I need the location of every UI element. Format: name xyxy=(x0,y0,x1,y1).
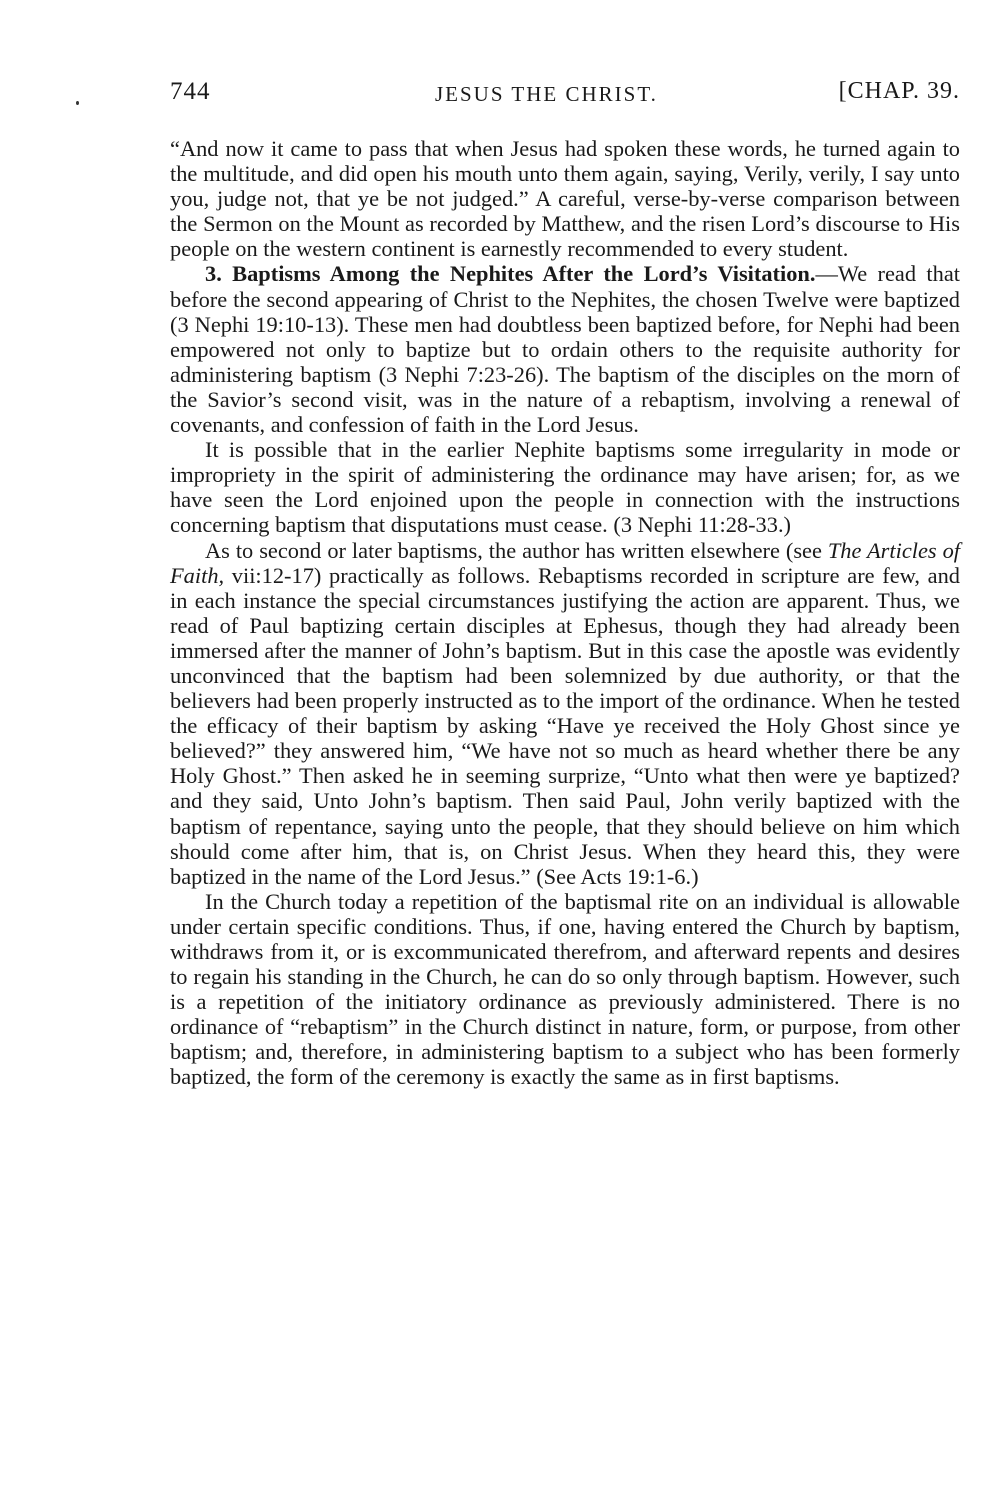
paragraph-4-text: vii:12-17) practically as follows. Rebaptisms recorded in scripture are few, and in each instance the special circumstances justifying the action are apparent. Thus, we read of Paul baptizing certain disciples at Ephesus, though they had already been immersed after the manner of John’s baptism. But in this case the apostle was evidently unconvinced that the baptism had been solemnized by due authority, or that the believers had been properly instructed as to the import of the ordinance. When he tested the efficacy of their baptism by asking “Have ye received the Holy Ghost since ye believed?” they answered him, “We have not so much as heard whether there be any Holy Ghost.” Then asked he in seeming surprize, “Unto what then were ye baptized? and they said, Unto John’s baptism. Then said Paul, John verily baptized with the baptism of repentance, saying unto the people, that they should believe on him which should come after him, that is, on Christ Jesus. When they heard this, they were baptized in the name of the Lord Jesus.” (See Acts 19:1-6.) xyxy=(170,562,960,889)
page-header xyxy=(170,74,960,114)
paragraph-1: “And now it came to pass that when Jesus had spoken these words, he turned again to the multitude, and did open his mouth unto them again, saying, Verily, verily, I say unto you, judge not, that ye be not judged.” A careful, verse-by-verse comparison between the Sermon on the Mount as recorded by Matthew, and the risen Lord’s discourse to His people on the western continent is earnestly recommended to every student. xyxy=(170,136,960,262)
paragraph-2 xyxy=(170,261,960,437)
page-number: 744 xyxy=(170,78,211,105)
paragraph-2-text: —We read that before the second appearing of Christ to the Nephites, the chosen Twelve were baptized (3 Nephi 19:10-13). These men had doubtless been baptized before, for Nephi had been empowered not only to baptize but to ordain others to the requisite authority for administering baptism (3 Nephi 7:23-26). The baptism of the disciples on the morn of the Savior’s second visit, was in the nature of a rebaptism, involving a renewal of covenants, and confession of faith in the Lord Jesus. xyxy=(170,261,960,438)
section-heading: 3. Baptisms Among the Nephites After the Lord’s Visitation. xyxy=(205,261,816,287)
body-text xyxy=(170,136,960,1090)
book-title-reference: The Articles of Faith, xyxy=(170,537,960,588)
stray-ink-mark xyxy=(76,101,79,105)
paragraph-4 xyxy=(170,538,960,889)
paragraph-3: It is possible that in the earlier Nephite baptisms some irregularity in mode or impropriety in the spirit of administering the ordinance may have arisen; for, as we have seen the Lord enjoined upon the people in connection with the instructions concerning baptism that disputations must cease. (3 Nephi 11:28-33.) xyxy=(170,437,960,538)
book-page xyxy=(170,74,960,1090)
running-title: JESUS THE CHRIST. xyxy=(435,82,658,106)
paragraph-4-lead: As to second or later baptisms, the author has written elsewhere (see xyxy=(205,537,828,563)
chapter-label: [CHAP. 39. xyxy=(838,78,960,104)
paragraph-5: In the Church today a repetition of the baptismal rite on an individual is allowable under certain specific conditions. Thus, if one, having entered the Church by baptism, withdraws from it, or is excommunicated therefrom, and afterward repents and desires to regain his standing in the Church, he can do so only through baptism. However, such is a repetition of the initiatory ordinance as previously administered. There is no ordinance of “rebaptism” in the Church distinct in nature, form, or purpose, from other baptism; and, therefore, in administering baptism to a subject who has been formerly baptized, the form of the ceremony is exactly the same as in first baptisms. xyxy=(170,888,960,1090)
